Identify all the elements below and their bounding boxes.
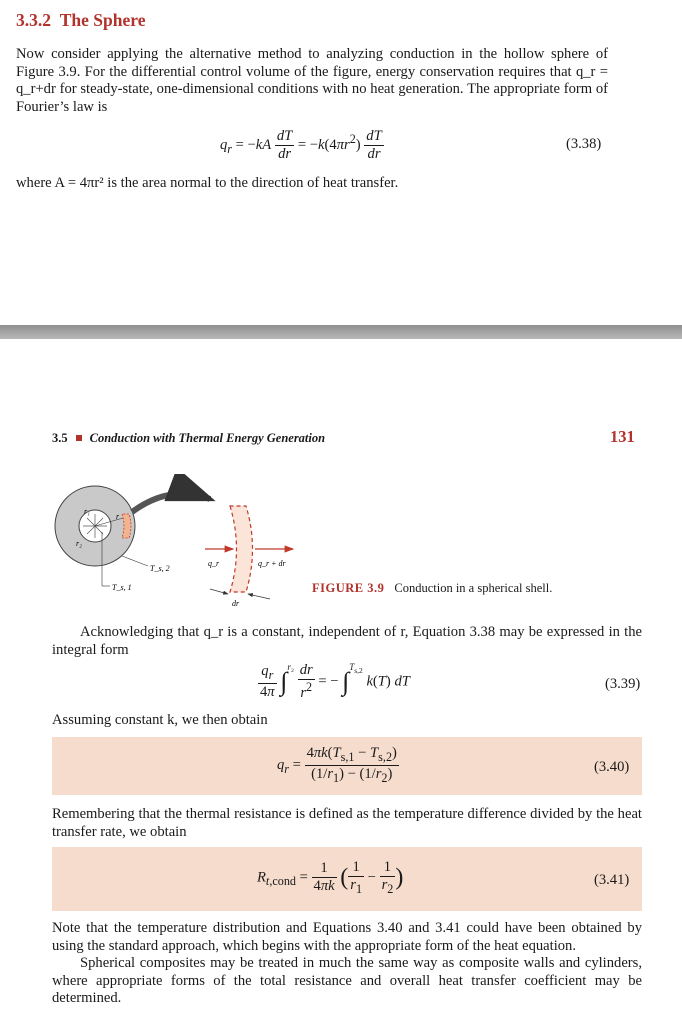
page-bottom bbox=[0, 339, 682, 1024]
running-head-title: Conduction with Thermal Energy Generation bbox=[89, 431, 326, 445]
spherical-shell-figure bbox=[50, 474, 340, 609]
caption-text: Conduction in a spherical shell. bbox=[394, 581, 553, 595]
equation-3-39: $\frac{q_r}{4\pi}$ ∫$^{r_2}$ $\frac{dr}{r^2}$ = − ∫$^{T_{s,2}}$ k(T) dT bbox=[260, 662, 410, 701]
section-heading bbox=[16, 10, 145, 31]
equation-3-39-number: (3.39) bbox=[605, 676, 641, 692]
label-ts2: T_s, 2 bbox=[150, 564, 170, 573]
equation-3-41: $R_{t,cond}$ = $\frac{1}{4\pi k}$ ( $\frac{1}{r_1}$ − $\frac{1}{r_2}$ ) bbox=[257, 859, 404, 896]
control-volume-large bbox=[230, 506, 253, 592]
label-ts1: T_s, 1 bbox=[112, 583, 132, 592]
label-dr: dr bbox=[232, 599, 240, 608]
running-head-number: 3.5 bbox=[52, 431, 68, 445]
label-qrdr: q_r + dr bbox=[258, 559, 286, 568]
composites-paragraph: Spherical composites may be treated in much the same way as composite walls and cylinders, where appropriate forms of the total resistance and overall heat transfer coefficient may be determined. bbox=[52, 955, 642, 1006]
figure-caption bbox=[312, 581, 552, 596]
equation-3-38-number: (3.38) bbox=[566, 136, 602, 152]
zoom-arrow bbox=[132, 494, 210, 512]
running-head bbox=[52, 431, 325, 446]
note-paragraph: Note that the temperature distribution and Equations 3.40 and 3.41 could have been obtained by using the standard approach, which begins with the appropriate form of the heat equation. bbox=[52, 920, 642, 954]
equation-3-38: $q_r = -kA$ $\frac{dT}{dr}$ = $-k(4\pi r^2)$ $\frac{dT}{dr}$ bbox=[220, 128, 382, 162]
equation-3-40-number: (3.40) bbox=[594, 759, 630, 775]
area-text: where A = 4πr² is the area normal to the direction of heat transfer. bbox=[16, 175, 399, 191]
square-icon bbox=[76, 435, 82, 441]
equation-3-41-box bbox=[52, 847, 642, 911]
label-r1: r₁ bbox=[84, 507, 90, 516]
page-top bbox=[0, 0, 682, 325]
remembering-paragraph: Remembering that the thermal resistance is defined as the temperature difference divided by the heat transfer rate, we obtain bbox=[52, 806, 642, 840]
label-qr: q_r bbox=[208, 559, 220, 568]
label-r: r bbox=[116, 512, 120, 521]
section-number: 3.3.2 bbox=[16, 10, 51, 30]
page-number: 131 bbox=[610, 427, 635, 446]
section-title: The Sphere bbox=[59, 10, 146, 30]
equation-3-40: $q_r$ = $\frac{4\pi k(T_{s,1} - T_{s,2})}{(1/r_1) - (1/r_2)}$ bbox=[277, 745, 397, 785]
caption-label: FIGURE 3.9 bbox=[312, 581, 385, 595]
page-divider bbox=[0, 325, 682, 339]
equation-3-41-number: (3.41) bbox=[594, 872, 630, 888]
acknowledging-paragraph: Acknowledging that q_r is a constant, independent of r, Equation 3.38 may be expressed in the integral form bbox=[52, 624, 642, 658]
intro-paragraph: Now consider applying the alternative method to analyzing conduction in the hollow sphere of Figure 3.9. For the differential control volume of the figure, energy conservation requires that q_r = q_r+dr for steady-state, one-dimensional conditions with no heat generation. The appropriate form of Fourier’s law is bbox=[16, 46, 608, 115]
assuming-text: Assuming constant k, we then obtain bbox=[52, 712, 268, 728]
label-r2: r₂ bbox=[76, 539, 82, 548]
equation-3-40-box bbox=[52, 737, 642, 795]
